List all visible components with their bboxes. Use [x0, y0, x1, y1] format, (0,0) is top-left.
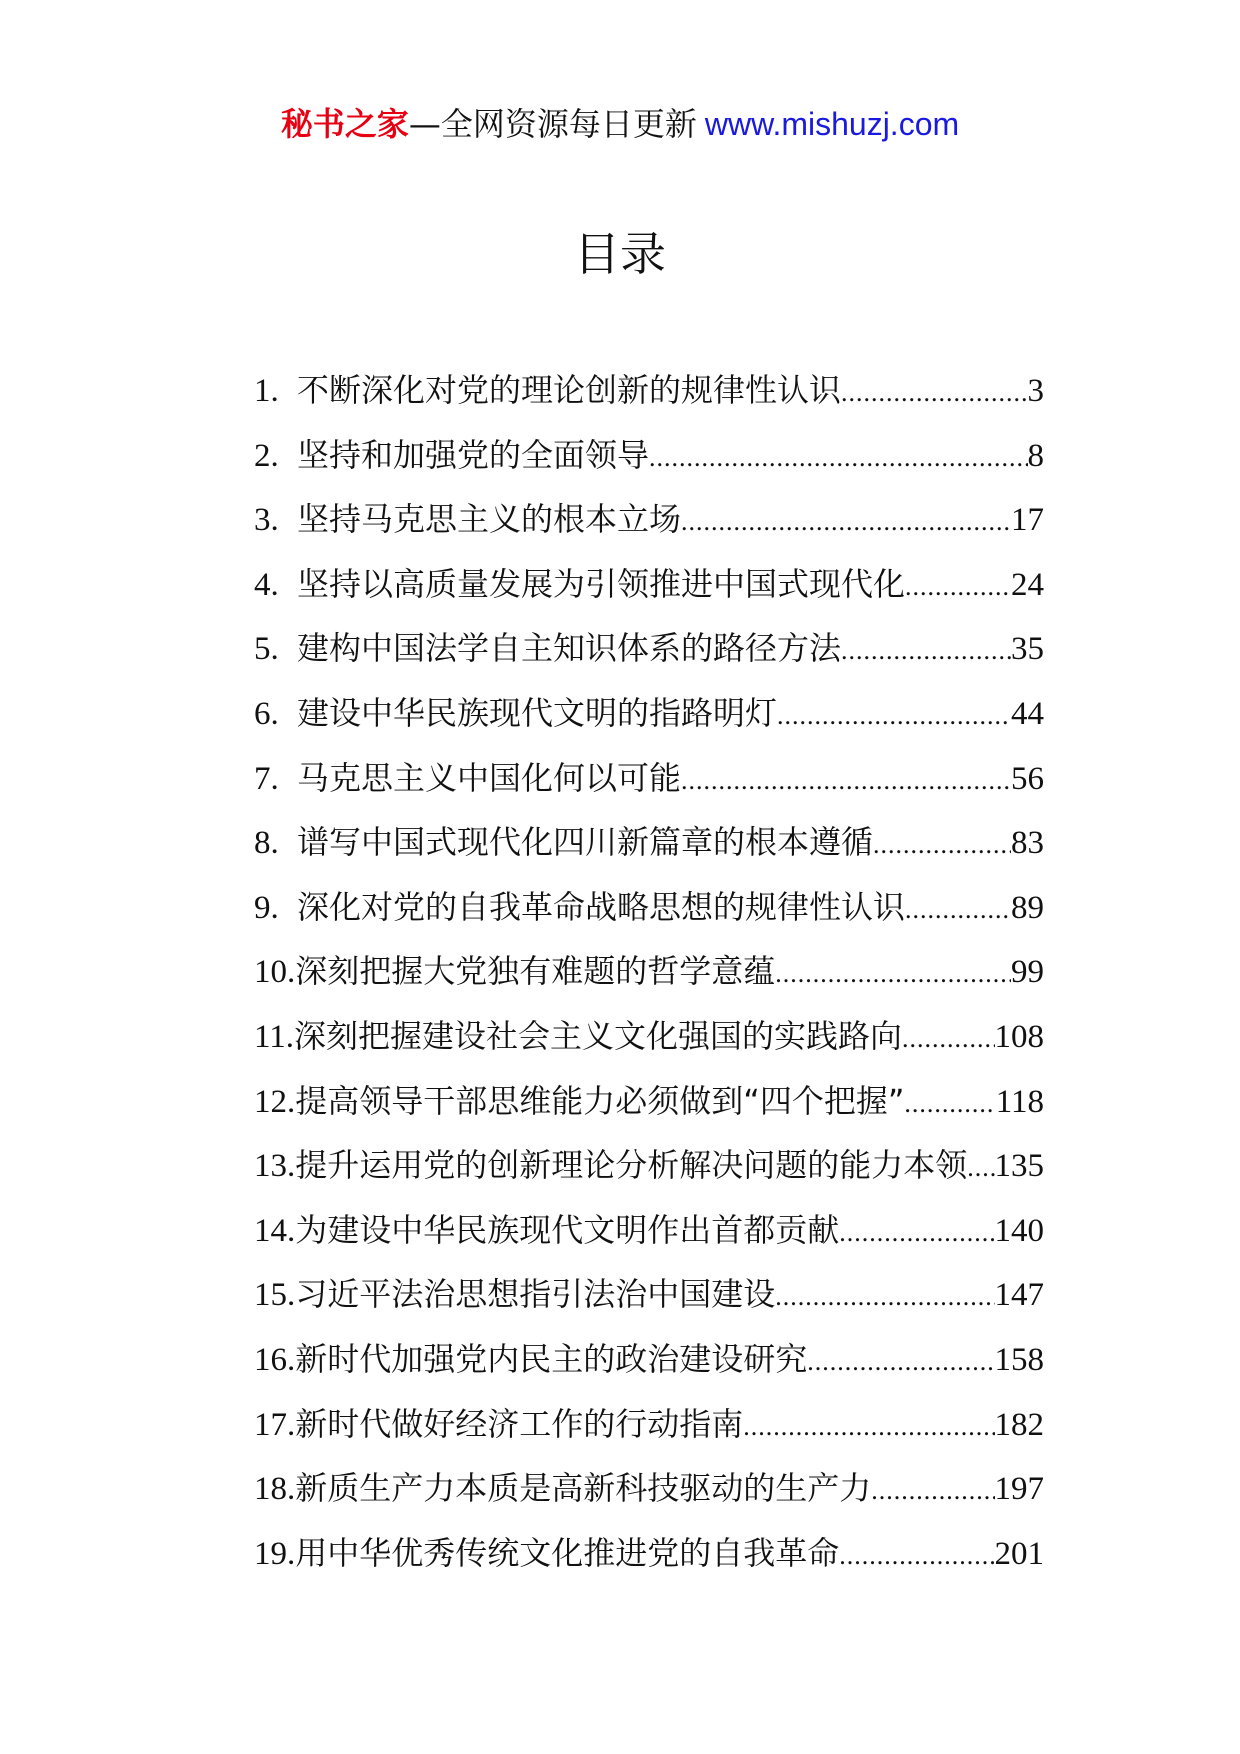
toc-entry[interactable]: [254, 1262, 1044, 1327]
page-title: 目录: [574, 227, 666, 281]
toc-entry-number: 5.: [254, 631, 279, 668]
toc-entry-page-number: 147: [994, 1277, 1044, 1314]
toc-dot-leader: [904, 1072, 995, 1136]
toc-entry-page-number: 118: [995, 1083, 1044, 1120]
toc-dot-leader: [775, 1265, 994, 1329]
toc-entry[interactable]: [254, 1198, 1044, 1263]
toc-entry-number: 2.: [254, 437, 279, 474]
toc-entry[interactable]: [254, 1456, 1044, 1521]
toc-entry[interactable]: [254, 487, 1044, 552]
toc-entry-number: 3.: [254, 502, 279, 539]
toc-entry[interactable]: [254, 1327, 1044, 1392]
brand-name: 秘书之家: [280, 105, 409, 143]
toc-entry-title: 新时代做好经济工作的行动指南: [295, 1404, 744, 1443]
toc-dot-leader: [871, 1459, 994, 1523]
toc-entry-page-number: 8: [1027, 437, 1044, 474]
toc-dot-leader: [841, 361, 1027, 425]
toc-entry-page-number: 201: [994, 1535, 1044, 1572]
toc-entry-page-number: 89: [1011, 889, 1044, 926]
toc-entry-number: 13.: [254, 1148, 296, 1185]
toc-entry[interactable]: [254, 810, 1044, 875]
toc-entry-page-number: 135: [994, 1148, 1044, 1185]
toc-dot-leader: [807, 1330, 994, 1394]
toc-entry-page-number: 140: [994, 1212, 1044, 1249]
toc-dot-leader: [681, 490, 1011, 554]
toc-entry-page-number: 108: [994, 1018, 1044, 1055]
toc-entry-title: 马克思主义中国化何以可能: [297, 758, 682, 797]
toc-dot-leader: [905, 878, 1011, 942]
toc-entry[interactable]: [254, 1069, 1044, 1134]
toc-entry-page-number: 35: [1011, 631, 1044, 668]
toc-entry-page-number: 158: [994, 1341, 1044, 1378]
toc-entry[interactable]: [254, 616, 1044, 681]
toc-entry[interactable]: [254, 423, 1044, 488]
table-of-contents: [254, 358, 1044, 1585]
toc-entry-number: 19.: [254, 1535, 296, 1572]
toc-entry-title: 坚持以高质量发展为引领推进中国式现代化: [297, 564, 906, 603]
toc-entry-number: 17.: [254, 1406, 296, 1443]
toc-entry-page-number: 24: [1011, 566, 1044, 603]
toc-entry-number: 11.: [254, 1018, 295, 1055]
toc-entry-number: 1.: [254, 373, 279, 409]
toc-entry-title: 建设中华民族现代文明的指路明灯: [297, 693, 778, 732]
toc-entry-title: 谱写中国式现代化四川新篇章的根本遵循: [297, 823, 874, 862]
toc-entry-number: 15.: [254, 1277, 296, 1314]
toc-entry-title: 不断深化对党的理论创新的规律性认识: [297, 371, 842, 409]
toc-dot-leader: [873, 813, 1011, 877]
toc-entry-title: 坚持马克思主义的根本立场: [297, 500, 682, 539]
site-url-link[interactable]: www.mishuzj.com: [704, 106, 960, 142]
toc-dot-leader: [839, 1524, 994, 1588]
toc-entry-page-number: 182: [994, 1406, 1044, 1443]
toc-entry-number: 9.: [254, 889, 279, 926]
toc-entry-number: 18.: [254, 1471, 296, 1508]
toc-entry-number: 6.: [254, 695, 279, 732]
toc-entry-title: 深刻把握大党独有难题的哲学意蕴: [295, 952, 776, 991]
site-header: [0, 100, 1240, 148]
toc-dot-leader: [839, 1201, 994, 1265]
toc-entry[interactable]: [254, 358, 1044, 423]
toc-dot-leader: [777, 684, 1011, 748]
toc-entry-title: 深化对党的自我革命战略思想的规律性认识: [297, 887, 906, 926]
toc-dot-leader: [967, 1136, 994, 1200]
toc-entry-number: 10.: [254, 954, 296, 991]
toc-dot-leader: [743, 1395, 994, 1459]
toc-entry-title: 新时代加强党内民主的政治建设研究: [295, 1339, 808, 1378]
toc-entry-page-number: 44: [1011, 695, 1044, 732]
toc-dot-leader: [681, 749, 1011, 813]
toc-entry[interactable]: [254, 939, 1044, 1004]
toc-dot-leader: [905, 555, 1011, 619]
toc-entry[interactable]: [254, 1004, 1044, 1069]
toc-entry[interactable]: [254, 1392, 1044, 1457]
toc-entry-page-number: 99: [1011, 954, 1044, 991]
toc-entry-title: 坚持和加强党的全面领导: [297, 435, 650, 474]
toc-entry-number: 7.: [254, 760, 279, 797]
toc-entry-title: 新质生产力本质是高新科技驱动的生产力: [295, 1469, 872, 1508]
toc-entry[interactable]: [254, 552, 1044, 617]
toc-dot-leader: [841, 619, 1011, 683]
site-tagline: —全网资源每日更新: [408, 105, 697, 143]
toc-entry-page-number: 17: [1011, 502, 1044, 539]
toc-entry-number: 8.: [254, 825, 279, 862]
toc-dot-leader: [649, 426, 1027, 490]
toc-entry[interactable]: [254, 746, 1044, 811]
toc-entry-number: 14.: [254, 1212, 296, 1249]
toc-entry-title: 建构中国法学自主知识体系的路径方法: [297, 629, 842, 668]
toc-entry-title: 提升运用党的创新理论分析解决问题的能力本领: [295, 1146, 968, 1185]
toc-entry-title: 提高领导干部思维能力必须做到“四个把握”: [295, 1081, 905, 1120]
toc-entry-title: 用中华优秀传统文化推进党的自我革命: [295, 1533, 840, 1572]
toc-entry-number: 4.: [254, 566, 279, 603]
toc-entry-page-number: 56: [1011, 760, 1044, 797]
toc-entry[interactable]: [254, 875, 1044, 940]
toc-dot-leader: [775, 942, 1011, 1006]
toc-entry-title: 习近平法治思想指引法治中国建设: [295, 1275, 776, 1314]
toc-entry-title: 深刻把握建设社会主义文化强国的实践路向: [294, 1016, 903, 1055]
toc-dot-leader: [902, 1007, 994, 1071]
toc-entry-page-number: 83: [1011, 825, 1044, 862]
toc-entry-page-number: 197: [994, 1471, 1044, 1508]
toc-entry[interactable]: [254, 1521, 1044, 1586]
toc-entry-page-number: 3: [1027, 373, 1044, 409]
toc-entry[interactable]: [254, 681, 1044, 746]
toc-entry-number: 12.: [254, 1083, 296, 1120]
toc-entry-title: 为建设中华民族现代文明作出首都贡献: [295, 1210, 840, 1249]
toc-entry[interactable]: [254, 1133, 1044, 1198]
toc-entry-number: 16.: [254, 1341, 296, 1378]
